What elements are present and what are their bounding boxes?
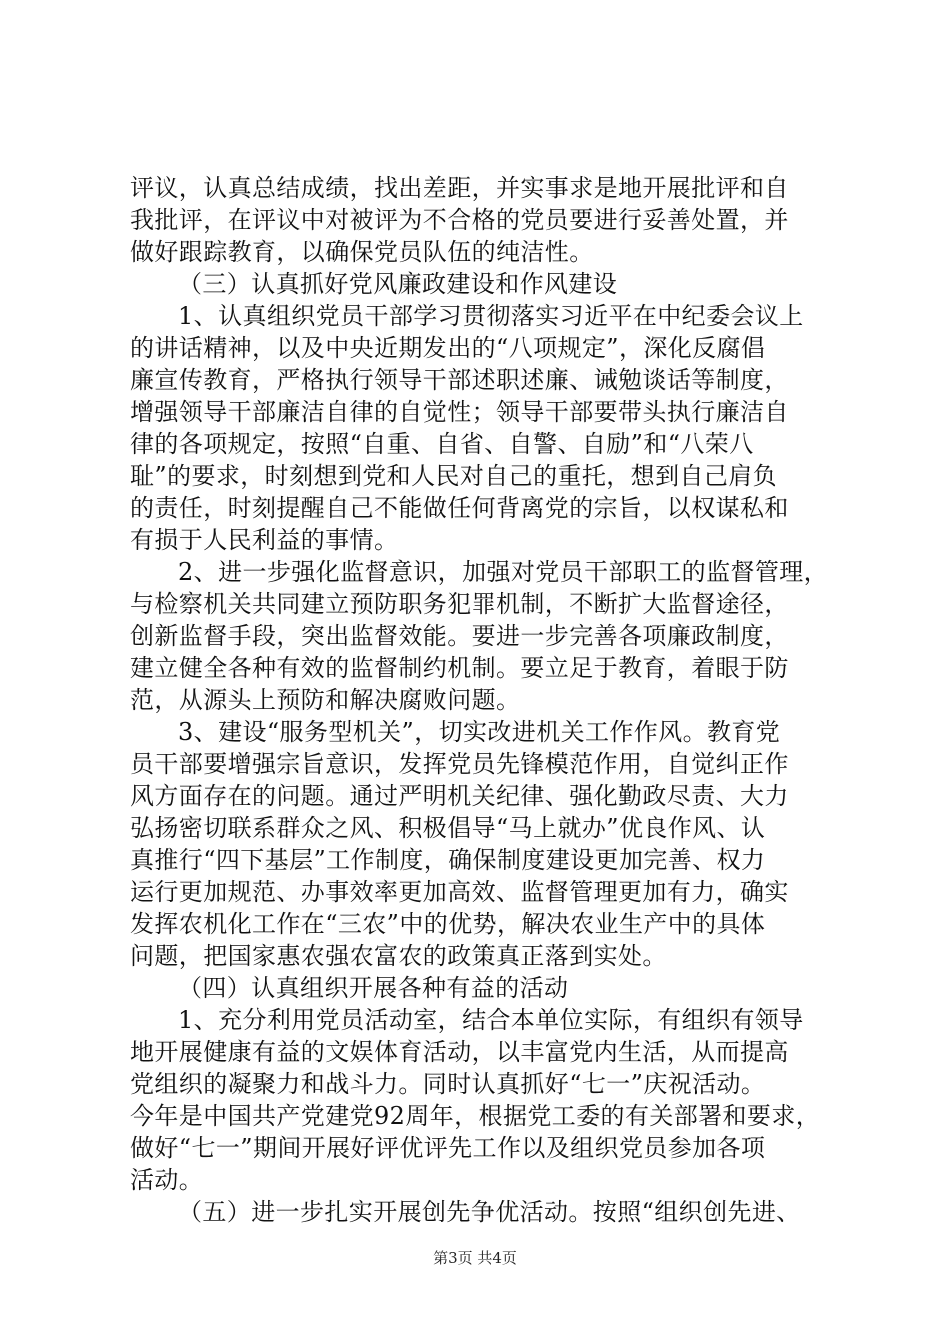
- text-line: 活动。: [130, 1166, 204, 1194]
- text-line: 弘扬密切联系群众之风、积极倡导“马上就办”优良作风、认: [130, 814, 766, 842]
- text-line: 做好“七一”期间开展好评优评先工作以及组织党员参加各项: [130, 1134, 766, 1162]
- text-line: 发挥农机化工作在“三农”中的优势，解决农业生产中的具体: [130, 910, 766, 938]
- text-line: 建立健全各种有效的监督制约机制。要立足于教育，着眼于防: [130, 654, 789, 682]
- text-line: 廉宣传教育，严格执行领导干部述职述廉、诫勉谈话等制度，: [130, 366, 789, 394]
- text-line: 风方面存在的问题。通过严明机关纪律、强化勤政尽责、大力: [130, 782, 789, 810]
- text-line: 评议，认真总结成绩，找出差距，并实事求是地开展批评和自: [130, 174, 789, 202]
- text-line: 做好跟踪教育，以确保党员队伍的纯洁性。: [130, 238, 594, 266]
- text-line: 增强领导干部廉洁自律的自觉性；领导干部要带头执行廉洁自: [130, 398, 789, 426]
- text-line: 1、充分利用党员活动室，结合本单位实际，有组织有领导: [178, 1006, 804, 1034]
- text-line: 真推行“四下基层”工作制度，确保制度建设更加完善、权力: [130, 846, 766, 874]
- text-line: 律的各项规定，按照“自重、自省、自警、自励”和“八荣八: [130, 430, 754, 458]
- text-line: 2、进一步强化监督意识，加强对党员干部职工的监督管理，: [178, 558, 829, 586]
- text-line: 我批评，在评议中对被评为不合格的党员要进行妥善处置，并: [130, 206, 789, 234]
- text-line: 地开展健康有益的文娱体育活动，以丰富党内生活，从而提高: [130, 1038, 789, 1066]
- text-line: 员干部要增强宗旨意识，发挥党员先锋模范作用，自觉纠正作: [130, 750, 789, 778]
- page-number-label: 第3页 共4页: [433, 1249, 517, 1267]
- text-line: 有损于人民利益的事情。: [130, 526, 399, 554]
- section-heading: （三）认真抓好党风廉政建设和作风建设: [178, 270, 618, 298]
- text-line: 创新监督手段，突出监督效能。要进一步完善各项廉政制度，: [130, 622, 789, 650]
- page-footer: [0, 1248, 950, 1268]
- text-line: 党组织的凝聚力和战斗力。同时认真抓好“七一”庆祝活动。: [130, 1070, 766, 1098]
- text-line: 3、建设“服务型机关”，切实改进机关工作作风。教育党: [178, 718, 781, 746]
- text-line: 的责任，时刻提醒自己不能做任何背离党的宗旨，以权谋私和: [130, 494, 789, 522]
- text-line: 的讲话精神，以及中央近期发出的“八项规定”，深化反腐倡: [130, 334, 766, 362]
- text-line: 今年是中国共产党建党92周年，根据党工委的有关部署和要求，: [130, 1102, 821, 1130]
- text-line: 问题，把国家惠农强农富农的政策真正落到实处。: [130, 942, 667, 970]
- section-heading: （四）认真组织开展各种有益的活动: [178, 974, 569, 1002]
- text-line: 运行更加规范、办事效率更加高效、监督管理更加有力，确实: [130, 878, 789, 906]
- text-line: 范，从源头上预防和解决腐败问题。: [130, 686, 521, 714]
- text-line: 耻”的要求，时刻想到党和人民对自己的重托，想到自己肩负: [130, 462, 778, 490]
- text-line: 与检察机关共同建立预防职务犯罪机制，不断扩大监督途径，: [130, 590, 789, 618]
- section-heading: （五）进一步扎实开展创先争优活动。按照“组织创先进、: [178, 1198, 801, 1226]
- text-line: 1、认真组织党员干部学习贯彻落实习近平在中纪委会议上: [178, 302, 804, 330]
